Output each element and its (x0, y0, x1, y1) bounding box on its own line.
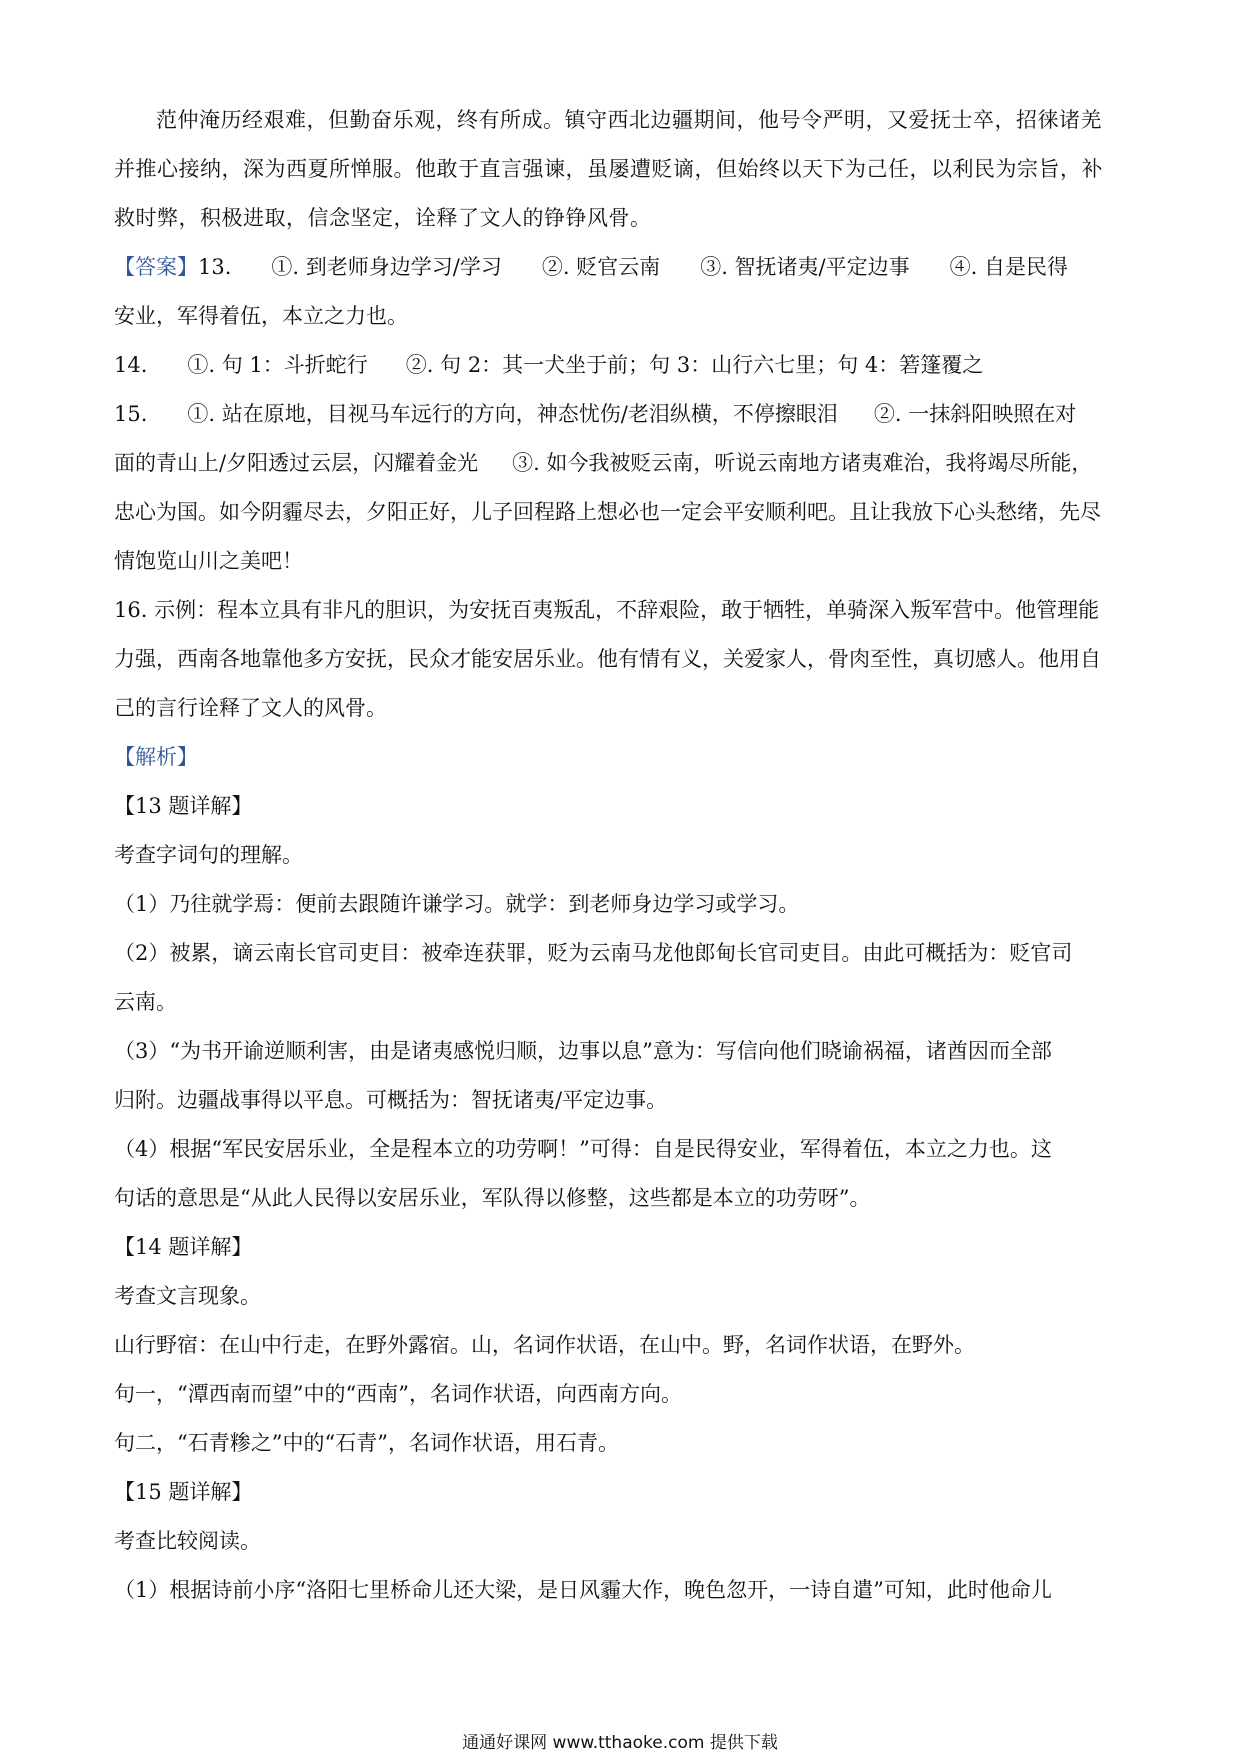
q15-detail-heading: 【15 题详解】 (114, 1480, 253, 1504)
q13-number: 13. (198, 255, 232, 279)
q14-detail-heading: 【14 题详解】 (114, 1235, 253, 1259)
q15-answer-2: ②. 一抹斜阳映照在对 (873, 402, 1077, 426)
answer-q16-line-1: 16. 示例：程本立具有非凡的胆识，为安抚百夷叛乱，不辞艰险，敢于牺牲，单骑深入叛军营中。他管理能 (114, 598, 1100, 622)
answer-q15-line-1 (114, 390, 1130, 439)
q15-answer-1: ①. 站在原地，目视马车远行的方向，神态忧伤/老泪纵横，不停擦眼泪 (187, 402, 838, 426)
q13-detail-2a: （2）被累，谪云南长官司吏目：被牵连获罪，贬为云南马龙他郎甸长官司吏目。由此可概括为：贬官司 (114, 941, 1073, 965)
answer-label: 【答案】 (114, 255, 198, 279)
answer-q13 (114, 243, 1130, 292)
q14-detail-1: 山行野宿：在山中行走，在野外露宿。山，名词作状语，在山中。野，名词作状语，在野外。 (114, 1333, 975, 1357)
answer-q15-line-4: 情饱览山川之美吧！ (114, 549, 303, 573)
q13-detail-1: （1）乃往就学焉：便前去跟随许谦学习。就学：到老师身边学习或学习。 (114, 892, 800, 916)
q13-answer-3: ③. 智抚诸夷/平定边事 (700, 255, 910, 279)
q14-detail-topic: 考查文言现象。 (114, 1284, 261, 1308)
q15-detail-topic: 考查比较阅读。 (114, 1529, 261, 1553)
q14-detail-3: 句二，“石青糁之”中的“石青”，名词作状语，用石青。 (114, 1431, 619, 1455)
passage-line-3: 救时弊，积极进取，信念坚定，诠释了文人的铮铮风骨。 (114, 206, 652, 230)
passage-line-2: 并推心接纳，深为西夏所惮服。他敢于直言强谏，虽屡遭贬谪，但始终以天下为己任，以利民为宗旨，补 (114, 157, 1103, 181)
q13-answer-1: ①. 到老师身边学习/学习 (271, 255, 502, 279)
answer-q14 (114, 341, 1130, 390)
answer-q15-line-2 (114, 439, 1130, 488)
answer-q16-line-2: 力强，西南各地靠他多方安抚，民众才能安居乐业。他有情有义，关爱家人，骨肉至性，真切感人。他用自 (114, 647, 1101, 671)
page-footer: 通通好课网 www.tthaoke.com 提供下载 (462, 1733, 778, 1753)
q15-number: 15. (114, 402, 148, 426)
answer-q15-line-3: 忠心为国。如今阴霾尽去，夕阳正好，儿子回程路上想必也一定会平安顺利吧。且让我放下心头愁绪，先尽 (114, 500, 1101, 524)
passage-line-1: 范仲淹历经艰难，但勤奋乐观，终有所成。镇守西北边疆期间，他号令严明，又爱抚士卒，招徕诸羌 (156, 108, 1102, 132)
q14-number: 14. (114, 353, 148, 377)
q13-detail-3a: （3）“为书开谕逆顺利害，由是诸夷感悦归顺，边事以息”意为：写信向他们晓谕祸福，诸酋因而全部 (114, 1039, 1052, 1063)
q13-detail-4a: （4）根据“军民安居乐业，全是程本立的功劳啊！”可得：自是民得安业，军得着伍，本立之力也。这 (114, 1137, 1052, 1161)
q13-detail-topic: 考查字词句的理解。 (114, 843, 303, 867)
q13-continued: 安业，军得着伍，本立之力也。 (114, 304, 408, 328)
q13-answer-2: ②. 贬官云南 (541, 255, 661, 279)
q14-answer-2: ②. 句 2：其一犬坐于前；句 3：山行六七里；句 4：箬篷覆之 (405, 353, 984, 377)
analysis-label: 【解析】 (114, 745, 198, 769)
q13-detail-3b: 归附。边疆战事得以平息。可概括为：智抚诸夷/平定边事。 (114, 1088, 668, 1112)
q15-detail-1: （1）根据诗前小序“洛阳七里桥命儿还大梁，是日风霾大作，晚色忽开，一诗自遣”可知，此时他命儿 (114, 1578, 1052, 1602)
q13-detail-2b: 云南。 (114, 990, 177, 1014)
q15-answer-3: ③. 如今我被贬云南，听说云南地方诸夷难治，我将竭尽所能， (512, 451, 1093, 475)
q13-detail-heading: 【13 题详解】 (114, 794, 253, 818)
q14-answer-1: ①. 句 1：斗折蛇行 (187, 353, 368, 377)
q13-answer-4: ④. 自是民得 (949, 255, 1068, 279)
answer-q16-line-3: 己的言行诠释了文人的风骨。 (114, 696, 387, 720)
document-body (114, 96, 1130, 1615)
q15-answer-2-cont: 面的青山上/夕阳透过云层，闪耀着金光 (114, 451, 479, 475)
q14-detail-2: 句一，“潭西南而望”中的“西南”，名词作状语，向西南方向。 (114, 1382, 682, 1406)
q13-detail-4b: 句话的意思是“从此人民得以安居乐业，军队得以修整，这些都是本立的功劳呀”。 (114, 1186, 871, 1210)
